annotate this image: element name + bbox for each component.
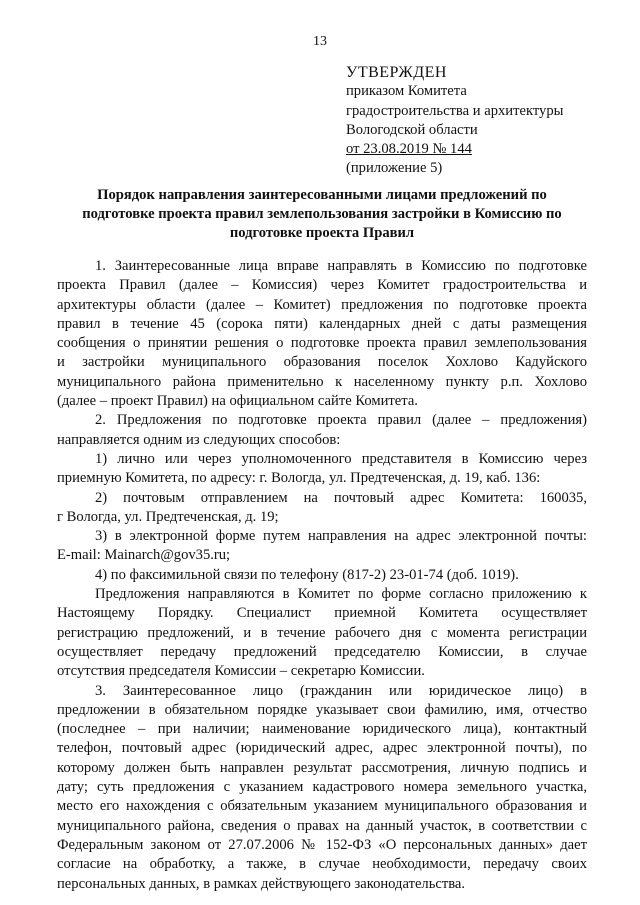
title-line: подготовке проекта Правил	[229, 225, 415, 241]
text-line: дату; суть предложения с указанием кадастрового номера земельного участка,	[57, 779, 587, 796]
text-line: (последнее – при наличии; наименование юридического лица), контактный	[57, 721, 587, 738]
text-line: Федеральным законом от 27.07.2006 № 152-ФЗ «О персональных данных» дает	[57, 836, 587, 853]
text-line: регистрацию предложений, и в течение рабочего дня с момента регистрации	[57, 624, 587, 641]
text-line: 3. Заинтересованное лицо (гражданин или юридическое лицо) в	[95, 682, 587, 699]
approval-appendix: (приложение 5)	[346, 160, 443, 177]
text-line: осуществляет передачу предложений председателю Комиссии, в случае	[57, 643, 587, 660]
title-line: подготовке проекта правил землепользования застройки в Комиссию по	[82, 206, 562, 222]
text-line: правил в течение 45 (сорока пяти) календарных дней с даты размещения	[57, 315, 587, 332]
text-line: 3) в электронной форме путем направления на адрес электронной почты:	[95, 528, 587, 545]
text-line: 1) лично или через уполномоченного представителя в Комиссию через	[95, 450, 587, 467]
approval-stamp	[346, 63, 626, 179]
approval-title: УТВЕРЖДЕН	[346, 64, 447, 81]
approval-line: Вологодской области	[346, 121, 478, 138]
approval-line: градостроительства и архитектуры	[346, 102, 564, 119]
text-line: предложении в обязательном порядке указывает свои фамилию, имя, отчество	[57, 701, 587, 718]
document-title	[62, 186, 582, 243]
text-line: г Вологда, ул. Предтеченская, д. 19;	[57, 508, 279, 525]
text-line: сообщения о принятии решения о подготовке проекта правил землепользования	[57, 335, 587, 352]
text-line: проекта Правил (далее – Комиссия) через Комитет градостроительства и	[57, 277, 587, 294]
text-line: 2. Предложения по подготовке проекта правил (далее – предложения)	[95, 412, 587, 429]
approval-line: приказом Комитета	[346, 83, 467, 100]
text-line: отсутствия председателя Комиссии – секретарю Комиссии.	[57, 663, 425, 680]
text-line: приемную Комитета, по адресу: г. Вологда, ул. Предтеченская, д. 19, каб. 136:	[57, 470, 541, 487]
text-line: муниципального района, сведения о правах на данный участок, в соответствии с	[57, 817, 587, 834]
text-line: согласие на обработку, а также, в случае необходимости, передачу своих	[57, 856, 587, 873]
text-line: (далее – проект Правил) на официальном сайте Комитета.	[57, 393, 418, 410]
text-line: Настоящему Порядку. Специалист приемной Комитета осуществляет	[57, 605, 587, 622]
text-line: 4) по факсимильной связи по телефону (817-2) 23-01-74 (доб. 1019).	[95, 566, 519, 583]
text-line: архитектуры области (далее – Комитет) предложения по подготовке проекта	[57, 296, 587, 313]
text-line: которому должен быть направлен результат рассмотрения, личную подпись и	[57, 759, 587, 776]
text-line: 1. Заинтересованные лица вправе направлять в Комиссию по подготовке	[95, 258, 587, 274]
approval-date: от 23.08.2019 № 144	[346, 141, 472, 158]
text-line: 2) почтовым отправлением на почтовый адрес Комитета: 160035,	[95, 489, 587, 506]
text-line: направляется одним из следующих способов:	[57, 431, 341, 448]
title-line: Порядок направления заинтересованными лицами предложений по	[97, 187, 547, 203]
text-line: телефон, почтовый адрес (юридический адрес, адрес электронной почты), по	[57, 740, 587, 757]
text-line: персональных данных, в рамках действующего законодательства.	[57, 875, 466, 892]
text-line: и застройки муниципального образования поселок Хохлово Кадуйского	[57, 354, 587, 371]
document-body	[57, 257, 587, 894]
page-number: 13	[313, 34, 327, 49]
text-line: место его нахождения с обязательным указанием муниципального образования и	[57, 798, 587, 815]
text-line: E-mail: Mainarch@gov35.ru;	[57, 547, 231, 564]
text-line: Предложения направляются в Комитет по форме согласно приложению к	[95, 586, 587, 603]
text-line: муниципального района применительно к населенному пункту р.п. Хохлово	[57, 373, 587, 390]
